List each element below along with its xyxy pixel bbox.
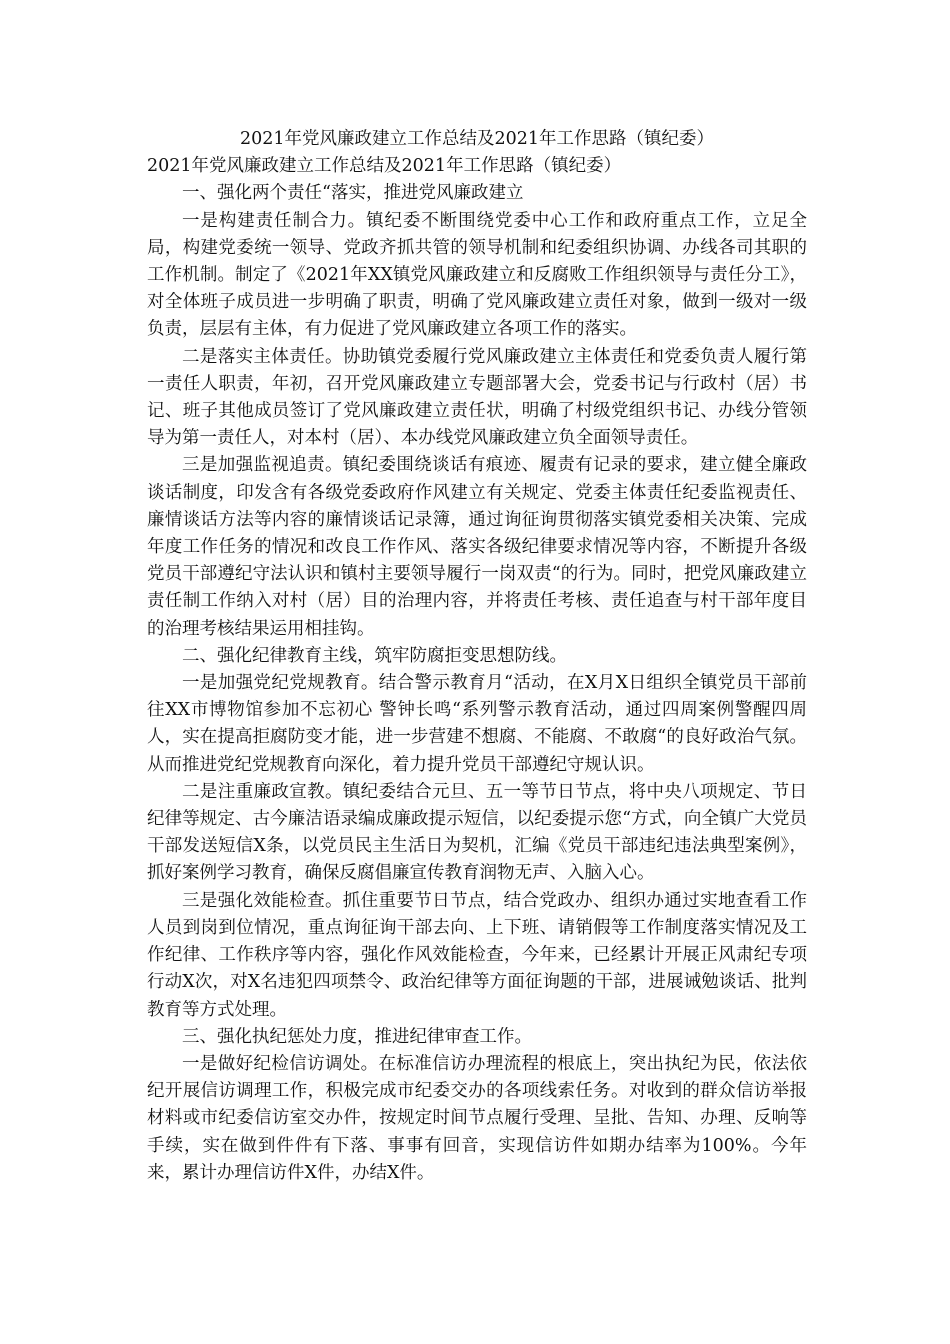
paragraph: 三是强化效能检查。抓住重要节日节点，结合党政办、组织办通过实地查看工作人员到岗到位情况，重点询征询干部去向、上下班、请销假等工作制度落实情况及工作纪律、工作秩序等内容，强化作风效能检查，今年来，已经累计开展正风肃纪专项行动X次，对X名违犯四项禁令、政治纪律等方面征询题的干部，进展诫勉谈话、批判教育等方式处理。 bbox=[147, 890, 807, 1020]
paragraph: 二是落实主体责任。协助镇党委履行党风廉政建立主体责任和党委负责人履行第一责任人职责，年初，召开党风廉政建立专题部署大会，党委书记与行政村（居）书记、班子其他成员签订了党风廉政建立责任状，明确了村级党组织书记、办线分管领导为第一责任人，对本村（居）、本办线党风廉政建立负全面领导责任。 bbox=[147, 346, 807, 449]
section-heading-2: 二、强化纪律教育主线，筑牢防腐拒变思想防线。 bbox=[182, 645, 567, 666]
paragraph: 二是注重廉政宣教。镇纪委结合元旦、五一等节日节点，将中央八项规定、节日纪律等规定、古今廉洁语录编成廉政提示短信，以纪委提示您“方式，向全镇广大党员干部发送短信X条，以党员民主生活日为契机，汇编《党员干部违纪违法典型案例》，抓好案例学习教育，确保反腐倡廉宣传教育润物无声、入脑入心。 bbox=[147, 781, 807, 884]
paragraph: 一是加强党纪党规教育。结合警示教育月“活动，在X月X日组织全镇党员干部前往XX市博物馆参加不忘初心 警钟长鸣“系列警示教育活动，通过四周案例警醒四周人，实在提高拒腐防变才能，进一步营建不想腐、不能腐、不敢腐“的良好政治气氛。从而推进党纪党规教育向深化，着力提升党员干部遵纪守规认识。 bbox=[147, 673, 807, 775]
paragraph: 一是构建责任制合力。镇纪委不断围绕党委中心工作和政府重点工作，立足全局，构建党委统一领导、党政齐抓共管的领导机制和纪委组织协调、办线各司其职的工作机制。制定了《2021年XX镇党风廉政建立和反腐败工作组织领导与责任分工》，对全体班子成员进一步明确了职责，明确了党风廉政建立责任对象，做到一级对一级负责，层层有主体，有力促进了党风廉政建立各项工作的落实。 bbox=[147, 210, 807, 340]
document-title: 2021年党风廉政建立工作总结及2021年工作思路（镇纪委） bbox=[239, 129, 715, 149]
document-page bbox=[147, 126, 807, 1187]
section-heading-1: 一、强化两个责任“落实，推进党风廉政建立 bbox=[182, 183, 524, 204]
paragraph: 三是加强监视追责。镇纪委围绕谈话有痕迹、履责有记录的要求，建立健全廉政谈话制度，印发含有各级党委政府作风建立有关规定、党委主体责任纪委监视责任、廉情谈话方法等内容的廉情谈话记录簿，通过询征询贯彻落实镇党委相关决策、完成年度工作任务的情况和改良工作作风、落实各级纪律要求情况等内容，不断提升各级党员干部遵纪守法认识和镇村主要领导履行一岗双责“的行为。同时，把党风廉政建立责任制工作纳入对村（居）目的治理内容，并将责任考核、责任追查与村干部年度目的治理考核结果运用相挂钩。 bbox=[147, 455, 807, 639]
section-heading-3: 三、强化执纪惩处力度，推进纪律审查工作。 bbox=[182, 1026, 532, 1047]
document-subtitle: 2021年党风廉政建立工作总结及2021年工作思路（镇纪委） bbox=[147, 156, 622, 177]
paragraph: 一是做好纪检信访调处。在标准信访办理流程的根底上，突出执纪为民，依法依纪开展信访调理工作，积极完成市纪委交办的各项线索任务。对收到的群众信访举报材料或市纪委信访室交办件，按规定时间节点履行受理、呈批、告知、办理、反响等手续，实在做到件件有下落、事事有回音，实现信访件如期办结率为100%。今年来，累计办理信访件X件，办结X件。 bbox=[147, 1053, 807, 1183]
